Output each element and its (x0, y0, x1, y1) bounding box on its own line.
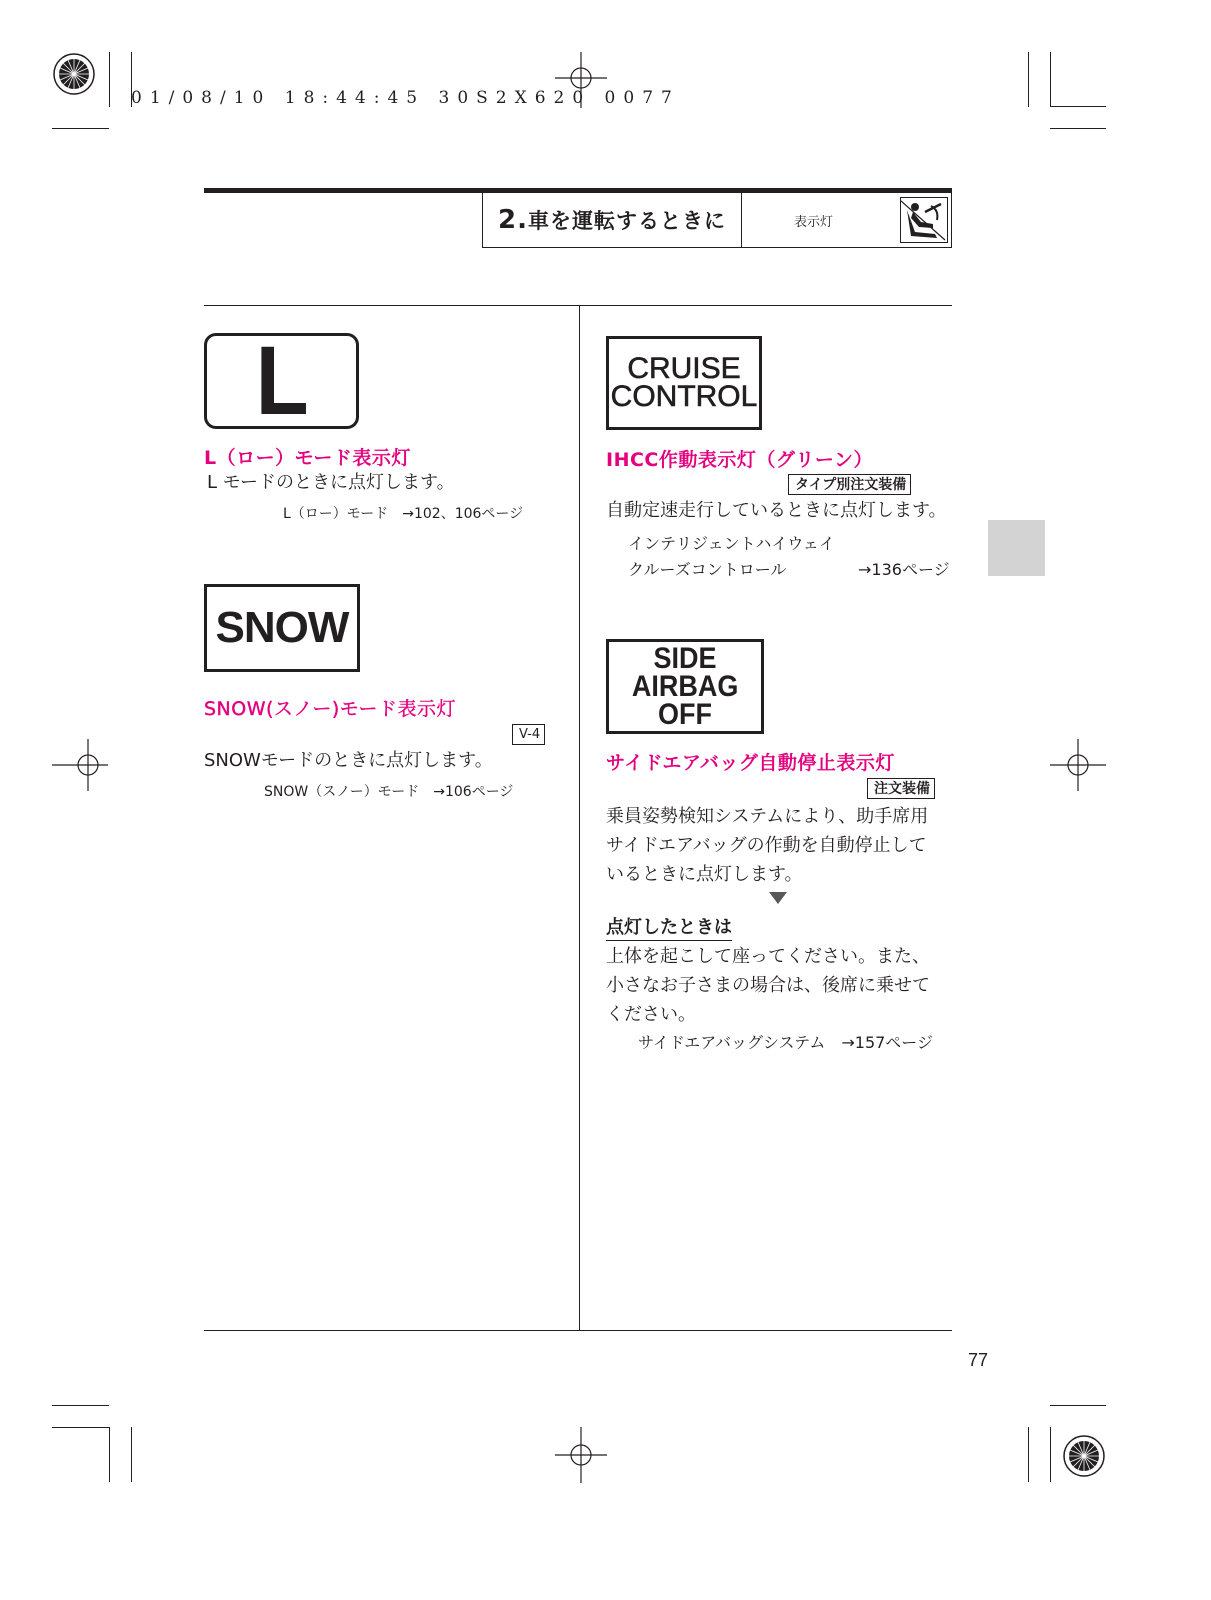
chapter-title: 車を運転するときに (527, 209, 726, 233)
registration-sunburst-icon (52, 52, 96, 96)
column-divider (579, 305, 580, 1330)
crop-line (1028, 1427, 1029, 1482)
crosshair-bottom-icon (553, 1427, 609, 1483)
crop-line (1028, 52, 1029, 107)
crosshair-right-icon (1050, 737, 1106, 793)
l-mode-title: L（ロー）モード表示灯 (204, 447, 411, 469)
registration-sunburst-icon (1062, 1434, 1106, 1478)
ihcc-reference-line2-label: クルーズコントロール (628, 560, 787, 579)
side-airbag-description-line3: いるときに点灯します。 (606, 864, 803, 885)
crosshair-left-icon (52, 737, 108, 793)
snow-mode-page-reference: SNOW（スノー）モード →106ページ (264, 784, 514, 800)
driver-seated-icon (900, 197, 948, 243)
crop-line (109, 52, 110, 107)
snow-mode-title: SNOW(スノー)モード表示灯 (204, 698, 457, 720)
l-mode-page-reference: L（ロー）モード →102、106ページ (283, 506, 524, 522)
content-top-rule (204, 305, 952, 306)
side-airbag-option-tag: 注文装備 (867, 778, 935, 799)
crop-line (1050, 106, 1106, 107)
snow-mode-tag: V-4 (512, 724, 545, 745)
section-title-cell (742, 193, 951, 247)
section-title: 表示灯 (794, 214, 834, 230)
cruise-control-lamp-icon: CRUISE CONTROL (606, 336, 762, 430)
content-bottom-rule (204, 1330, 952, 1331)
crop-line (1050, 128, 1106, 129)
page-number: 77 (968, 1350, 989, 1370)
crop-line (1050, 52, 1051, 107)
side-airbag-subheading: 点灯したときは (606, 913, 732, 941)
l-mode-description: L モードのときに点灯します。 (207, 472, 455, 493)
crop-line (52, 1427, 109, 1428)
print-timestamp: 01/08/10 18:44:45 30S2X620 0077 (131, 88, 680, 108)
crop-line (109, 1427, 110, 1482)
triangle-down-icon (769, 892, 787, 904)
side-airbag-sub-body-line1: 上体を起こして座ってください。また、 (606, 946, 930, 967)
side-airbag-description-line2: サイドエアバッグの作動を自動停止して (606, 835, 927, 856)
crop-line (131, 1427, 132, 1482)
side-airbag-sub-body-line3: ください。 (606, 1004, 696, 1025)
ihcc-option-tag: タイプ別注文装備 (788, 474, 911, 495)
ihcc-reference-line2-page: →136ページ (858, 560, 950, 579)
side-airbag-page-reference: サイドエアバッグシステム →157ページ (638, 1033, 933, 1052)
side-airbag-sub-body-line2: 小さなお子さまの場合は、後席に乗せて (606, 975, 930, 996)
snow-mode-description: SNOWモードのときに点灯します。 (204, 750, 493, 771)
crop-line (1050, 1427, 1051, 1482)
crop-line (52, 1405, 109, 1406)
snow-mode-lamp-icon: SNOW (204, 584, 360, 672)
l-mode-lamp-icon: L (204, 333, 359, 429)
ihcc-title: IHCC作動表示灯（グリーン） (606, 449, 873, 471)
side-airbag-description-line1: 乗員姿勢検知システムにより、助手席用 (606, 806, 929, 827)
registration-mark-bottom-right (1062, 1434, 1106, 1478)
chapter-title-cell (483, 193, 742, 247)
registration-mark-top-left (52, 52, 96, 96)
ihcc-reference-line1: インテリジェントハイウェイ (628, 534, 835, 553)
chapter-header (482, 193, 952, 248)
side-airbag-title: サイドエアバッグ自動停止表示灯 (606, 752, 895, 774)
crop-line (52, 128, 109, 129)
side-airbag-off-lamp-icon: SIDE AIRBAG OFF (606, 639, 764, 734)
crop-line (1050, 1405, 1106, 1406)
ihcc-description: 自動定速走行しているときに点灯します。 (606, 500, 947, 521)
chapter-number: 2. (498, 205, 528, 235)
chapter-thumb-tab (988, 520, 1045, 576)
